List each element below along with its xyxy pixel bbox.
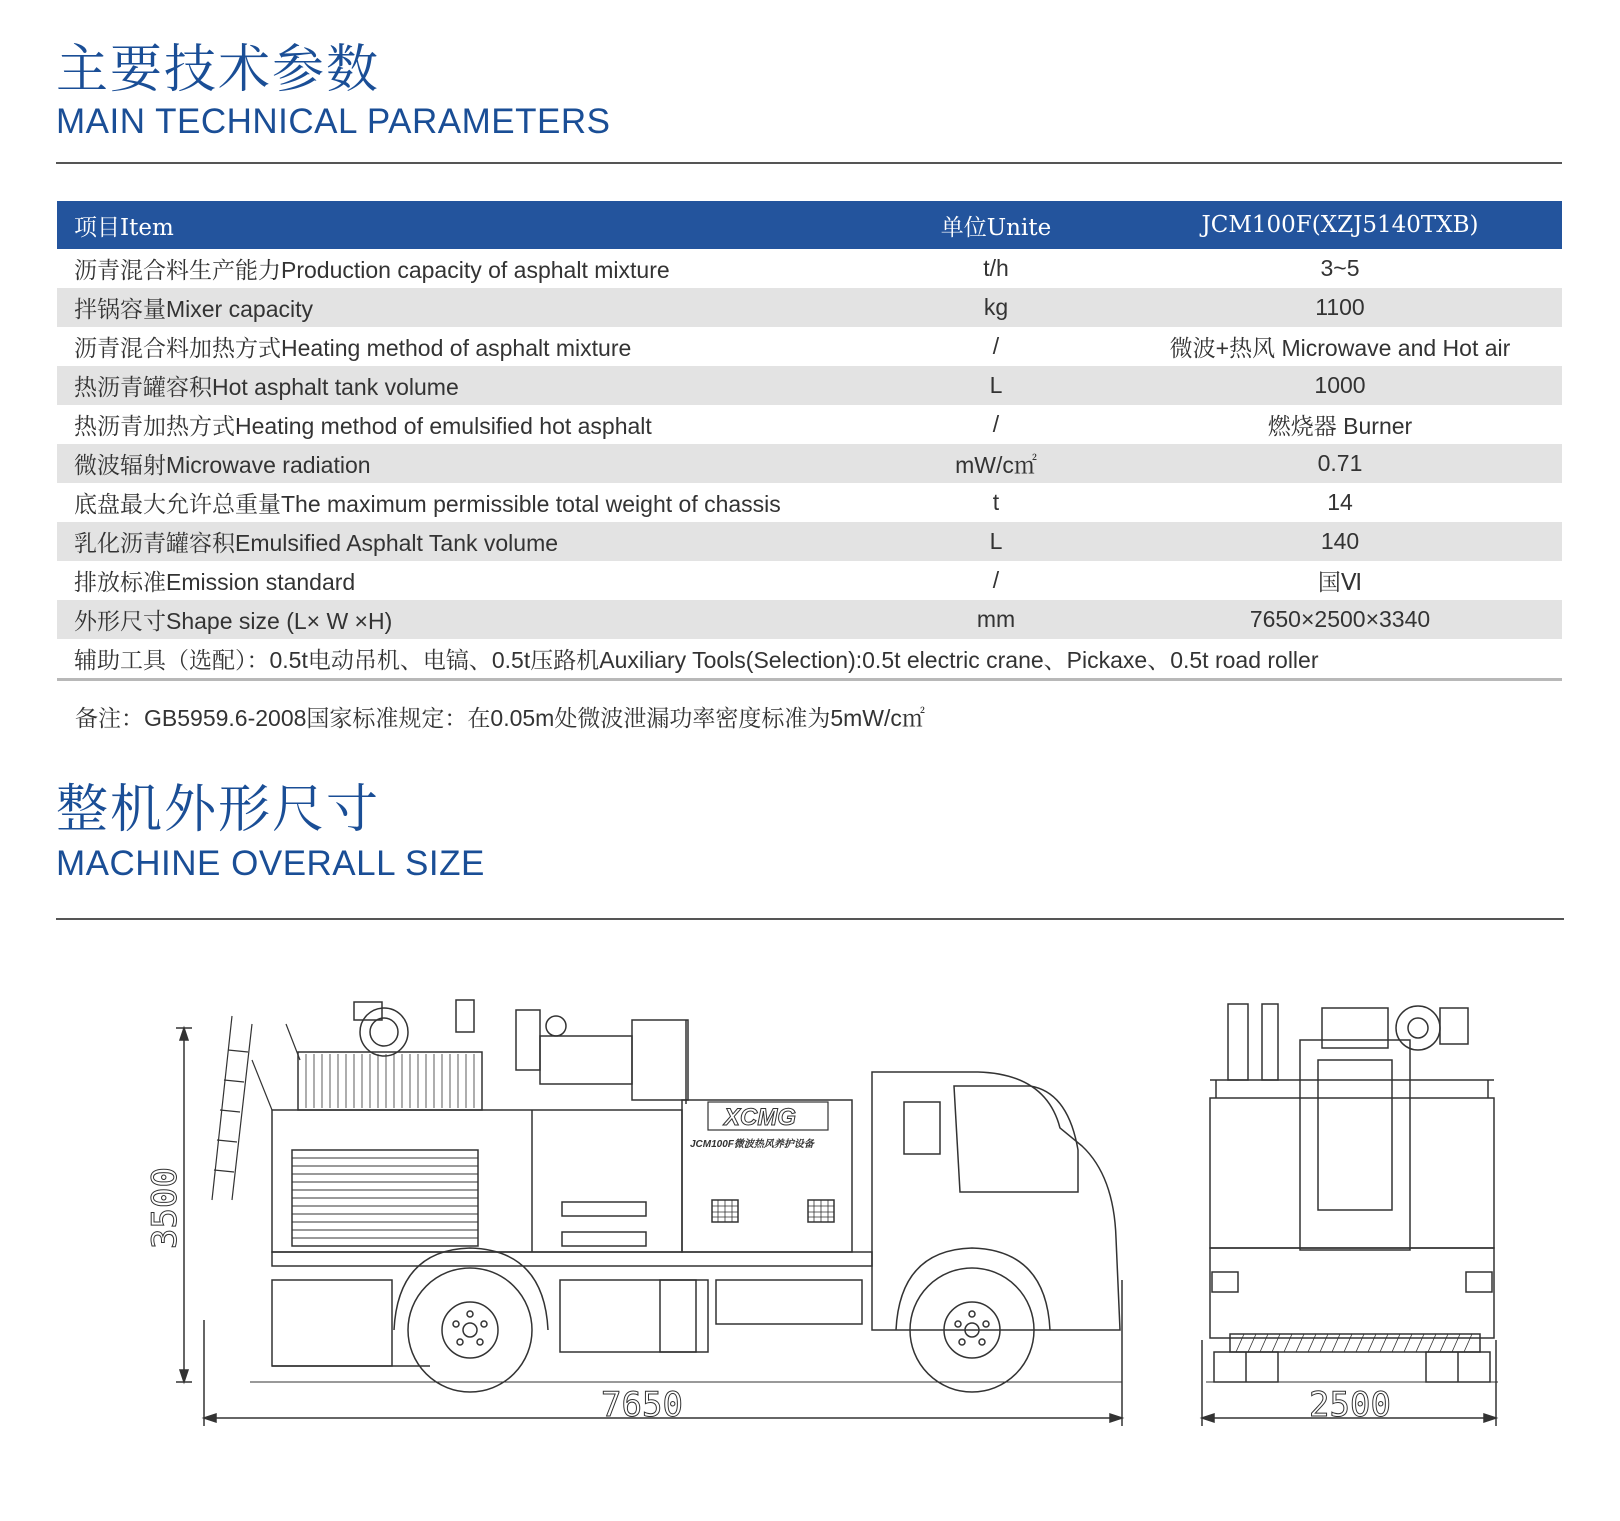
row-unit: L <box>874 522 1118 561</box>
footnote: 备注：GB5959.6-2008国家标准规定：在0.05m处微波泄漏功率密度标准为5mW/c㎡ <box>75 705 925 731</box>
row-item: 排放标准Emission standard <box>74 569 356 595</box>
table-row <box>57 327 1562 366</box>
row-item: 沥青混合料生产能力Production capacity of asphalt mixture <box>74 257 670 283</box>
params-title-en: MAIN TECHNICAL PARAMETERS <box>56 102 611 141</box>
row-value: 微波+热风 Microwave and Hot air <box>1169 335 1511 361</box>
params-divider <box>56 162 1562 164</box>
row-value: 14 <box>1327 489 1353 515</box>
row-item: 沥青混合料加热方式Heating method of asphalt mixture <box>74 335 632 361</box>
table-row-aux-tools <box>57 639 1562 680</box>
row-value: 燃烧器 Burner <box>1267 413 1413 439</box>
row-unit: t <box>992 489 1000 515</box>
row-item: 热沥青加热方式Heating method of emulsified hot asphalt <box>74 413 652 439</box>
row-item: 拌锅容量Mixer capacity <box>57 288 874 327</box>
header-item: 项目Item <box>57 201 874 249</box>
size-title-cn: 整机外形尺寸 <box>56 780 381 840</box>
brand-logo: XCMG <box>724 1104 796 1131</box>
row-unit: / <box>992 333 1000 359</box>
row-unit: / <box>992 567 1000 593</box>
table-row <box>57 366 1562 405</box>
row-unit: mW/c㎡ <box>874 444 1118 483</box>
row-item: 外形尺寸Shape size (L× W ×H) <box>57 600 874 639</box>
machine-drawing <box>0 980 1620 1500</box>
size-divider <box>56 918 1564 920</box>
row-value: 7650×2500×3340 <box>1118 600 1562 639</box>
width-dimension: 2500 <box>1309 1385 1391 1425</box>
row-value: 3~5 <box>1320 255 1360 281</box>
table-row <box>57 405 1562 444</box>
row-value: 1000 <box>1118 366 1562 405</box>
row-item: 底盘最大允许总重量The maximum permissible total weight of chassis <box>74 491 781 517</box>
row-unit: / <box>992 411 1000 437</box>
model-label: JCM100F微波热风养护设备 <box>690 1139 814 1150</box>
size-title-en: MACHINE OVERALL SIZE <box>56 844 485 883</box>
row-unit: kg <box>874 288 1118 327</box>
row-unit: mm <box>874 600 1118 639</box>
header-model: JCM100F(XZJ5140TXB) <box>1118 201 1562 249</box>
header-unit: 单位Unite <box>874 201 1118 249</box>
row-item: 热沥青罐容积Hot asphalt tank volume <box>57 366 874 405</box>
row-value: 国Ⅵ <box>1317 569 1363 595</box>
row-unit: t/h <box>983 255 1009 281</box>
table-row <box>57 522 1562 561</box>
table-row <box>57 483 1562 522</box>
row-value: 0.71 <box>1118 444 1562 483</box>
table-row <box>57 600 1562 639</box>
table-row <box>57 249 1562 288</box>
table-row <box>57 561 1562 600</box>
aux-tools-text: 辅助工具（选配）：0.5t电动吊机、电镐、0.5t压路机Auxiliary Tools(Selection):0.5t electric crane、Pickaxe、0.5t road roller <box>57 639 1562 680</box>
row-item: 微波辐射Microwave radiation <box>57 444 874 483</box>
side-view <box>176 1000 1122 1426</box>
spec-table <box>57 201 1562 681</box>
rear-view <box>1202 1004 1498 1426</box>
row-item: 乳化沥青罐容积Emulsified Asphalt Tank volume <box>57 522 874 561</box>
params-title-cn: 主要技术参数 <box>56 40 381 100</box>
table-row <box>57 288 1562 327</box>
table-header-row <box>57 201 1562 249</box>
height-dimension: 3500 <box>145 1167 185 1249</box>
row-unit: L <box>874 366 1118 405</box>
length-dimension: 7650 <box>601 1385 683 1425</box>
table-row <box>57 444 1562 483</box>
row-value: 140 <box>1118 522 1562 561</box>
row-value: 1100 <box>1118 288 1562 327</box>
